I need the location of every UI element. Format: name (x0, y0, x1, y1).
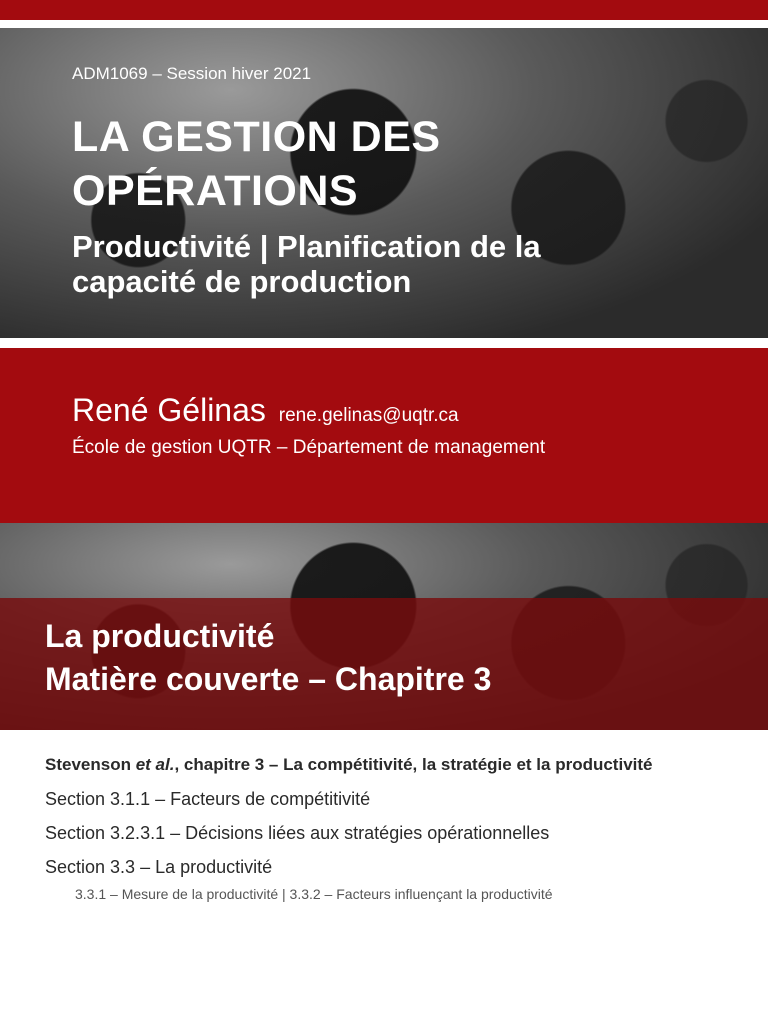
subtitle-line-2: capacité de production (72, 264, 412, 299)
ref-author: Stevenson (45, 755, 136, 774)
title-line-1: LA GESTION DES (72, 113, 441, 161)
section-title (45, 615, 491, 701)
top-red-bar (0, 0, 768, 20)
subtitle-line-1: Productivité | Planification de la (72, 229, 541, 264)
section-title-line-2: Matière couverte – Chapitre 3 (45, 661, 492, 697)
ref-etal: et al. (135, 755, 175, 774)
author-band (0, 348, 768, 523)
section-gears-banner (0, 523, 768, 730)
chapter-content (45, 754, 745, 902)
author-name: René Gélinas (72, 392, 266, 428)
author-line (72, 390, 459, 436)
author-school: École de gestion UQTR – Département de management (72, 437, 546, 458)
author-email: rene.gelinas@uqtr.ca (278, 405, 459, 426)
course-session: ADM1069 – Session hiver 2021 (72, 64, 312, 83)
section-item: Section 3.2.3.1 – Décisions liées aux stratégies opérationnelles (45, 823, 550, 843)
hero-gears-banner (0, 28, 768, 338)
section-item: Section 3.1.1 – Facteurs de compétitivité (45, 789, 371, 809)
page-subtitle (72, 229, 541, 299)
ref-rest: , chapitre 3 – La compétitivité, la stratégie et la productivité (174, 755, 653, 774)
section-item: Section 3.3 – La productivité (45, 857, 273, 877)
page-title (72, 110, 441, 218)
textbook-reference (45, 754, 745, 776)
subsection-item: 3.3.1 – Mesure de la productivité | 3.3.2 – Facteurs influençant la productivité (75, 886, 553, 902)
title-line-2: OPÉRATIONS (72, 167, 359, 215)
section-title-line-1: La productivité (45, 618, 275, 654)
